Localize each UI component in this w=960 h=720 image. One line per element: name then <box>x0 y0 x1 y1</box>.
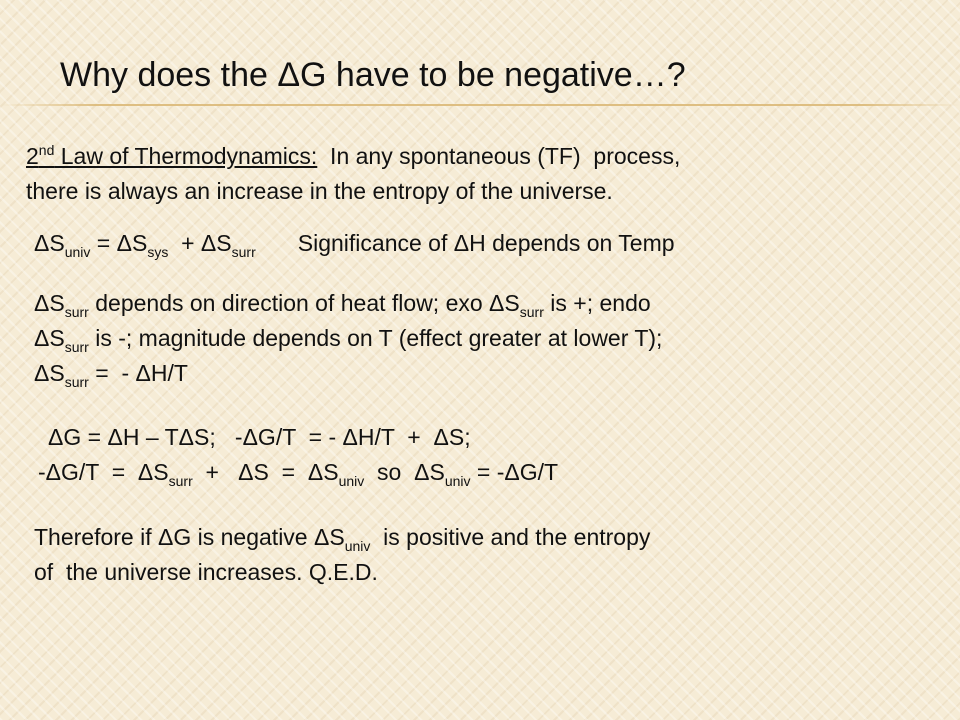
gibbs-derivation <box>38 420 559 490</box>
gibbs-l2-sub1: surr <box>168 473 193 489</box>
surr-l1-sub2: surr <box>519 304 544 320</box>
concl-l1-a: Therefore if ΔG is negative ΔS <box>34 524 345 550</box>
surroundings-paragraph <box>34 286 662 391</box>
gibbs-l2-b: + ΔS = ΔS <box>192 459 339 485</box>
eq-term-1: ΔS <box>34 230 65 256</box>
surr-l3-b: = - ΔH/T <box>88 360 188 386</box>
second-law-paragraph <box>26 139 680 209</box>
title-divider <box>0 104 960 106</box>
surr-l1-b: depends on direction of heat flow; exo ΔS <box>88 290 520 316</box>
law-statement-1: In any spontaneous (TF) process, <box>317 143 681 169</box>
gibbs-l2-sub3: univ <box>444 473 471 489</box>
law-ordinal: 2 <box>26 143 39 169</box>
conclusion-paragraph <box>34 520 650 590</box>
surr-l1-sub1: surr <box>64 304 89 320</box>
gibbs-line-2 <box>38 455 558 490</box>
surr-l3-sub: surr <box>64 374 89 390</box>
law-line-2: there is always an increase in the entropy of the universe. <box>26 178 613 204</box>
conclusion-line-2: of the universe increases. Q.E.D. <box>34 559 378 585</box>
enthalpy-significance-note: Significance of ΔH depends on Temp <box>297 230 675 256</box>
surr-l2-b: is -; magnitude depends on T (effect greater at lower T); <box>88 325 663 351</box>
surr-l2-a: ΔS <box>34 325 65 351</box>
law-name <box>26 143 317 169</box>
law-name-text: Law of Thermodynamics: <box>54 143 318 169</box>
surr-l1-c: is +; endo <box>543 290 651 316</box>
surr-l2-sub: surr <box>64 339 89 355</box>
gibbs-l2-a: -ΔG/T = ΔS <box>38 459 169 485</box>
gibbs-l2-c: so ΔS <box>364 459 445 485</box>
eq-term-3: + ΔS <box>168 230 232 256</box>
surr-l1-a: ΔS <box>34 290 65 316</box>
law-ordinal-suffix: nd <box>38 142 55 158</box>
surr-line-2 <box>34 321 662 356</box>
gibbs-l2-sub2: univ <box>338 473 365 489</box>
entropy-equation-line <box>34 226 675 261</box>
concl-l1-b: is positive and the entropy <box>370 524 651 550</box>
slide-title: Why does the ΔG have to be negative…? <box>60 56 686 94</box>
surr-l3-a: ΔS <box>34 360 65 386</box>
eq-term-2: = ΔS <box>90 230 148 256</box>
concl-l1-sub: univ <box>344 538 371 554</box>
surr-line-3 <box>34 356 662 391</box>
gibbs-line-1: ΔG = ΔH – TΔS; -ΔG/T = - ΔH/T + ΔS; <box>48 424 471 450</box>
law-line-1 <box>26 139 680 174</box>
eq-sub-surr: surr <box>231 244 256 260</box>
eq-sub-univ: univ <box>64 244 91 260</box>
eq-sub-sys: sys <box>147 244 169 260</box>
gibbs-l2-d: = -ΔG/T <box>470 459 559 485</box>
surr-line-1 <box>34 286 662 321</box>
conclusion-line-1 <box>34 520 650 555</box>
